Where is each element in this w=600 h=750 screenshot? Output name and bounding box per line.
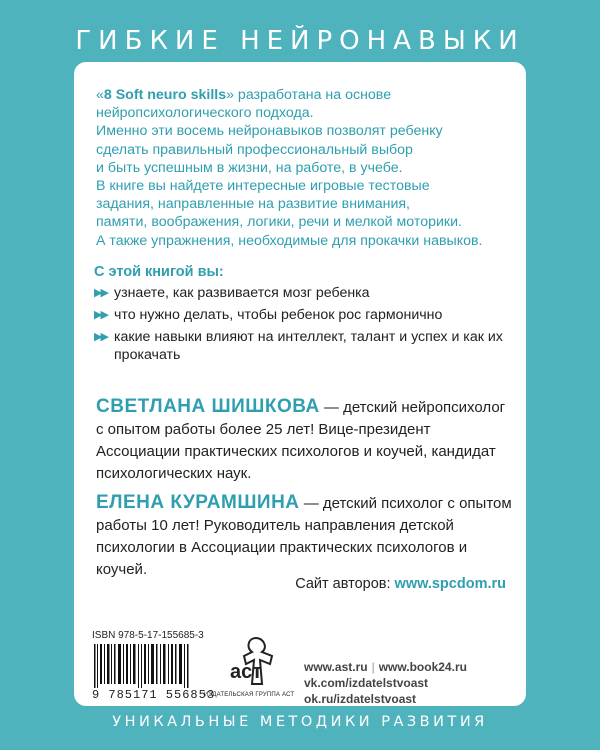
- barcode-number: 9 785171 556853: [92, 688, 216, 702]
- isbn: ISBN 978-5-17-155685-3: [92, 630, 204, 641]
- author-bio: — детский нейропсихолог с опытом работы более 25 лет! Вице-президент Ассоциации практических психологов и коучей, кандидат психологических наук.: [96, 399, 506, 482]
- intro-text: «8 Soft neuro skills» разработана на основе нейропсихологического подхода. Именно эти восемь нейронавыков позволят ребенку сделать правильный профессиональный выбор и быть успешным в жизни, на работе, в учебе. В книге вы найдете интересные игровые тестовые задания, направленные на развитие внимания, памяти, воображения, логики, речи и мелкой моторики. А также упражнения, необходимые для прокачки навыков.: [96, 87, 483, 249]
- publisher-links: www.ast.ru | www.book24.ru vk.com/izdatelstvoast ok.ru/izdatelstvoast: [304, 660, 467, 706]
- barcode: [92, 644, 192, 688]
- list-item: ▶▶ какие навыки влияют на интеллект, талант и успех и как их прокачать: [94, 329, 503, 363]
- author-name: СВЕТЛАНА ШИШКОВА: [96, 396, 320, 417]
- svg-text:аст: аст: [230, 661, 263, 683]
- double-arrow-icon: ▶▶: [94, 286, 107, 299]
- author-kuramshina: [96, 492, 516, 581]
- ast-logo: [226, 634, 286, 690]
- vk-link[interactable]: vk.com/izdatelstvoast: [304, 676, 429, 690]
- author-name: ЕЛЕНА КУРАМШИНА: [96, 492, 300, 513]
- author-bio: — детский психолог с опытом работы 10 лет! Руководитель направления детской психологии в Ассоциации практических психологов и коучей.: [96, 495, 512, 578]
- tagline: УНИКАЛЬНЫЕ МЕТОДИКИ РАЗВИТИЯ: [112, 714, 488, 730]
- features-heading: С этой книгой вы:: [94, 264, 224, 280]
- publisher-label: ИЗДАТЕЛЬСКАЯ ГРУППА АСТ: [204, 692, 295, 698]
- ast-link[interactable]: www.ast.ru: [304, 660, 368, 674]
- list-item: ▶▶ узнаете, как развивается мозг ребенка: [94, 285, 370, 301]
- site-link[interactable]: www.spcdom.ru: [394, 576, 506, 592]
- book24-link[interactable]: www.book24.ru: [378, 660, 467, 674]
- list-item: ▶▶ что нужно делать, чтобы ребенок рос гармонично: [94, 307, 443, 323]
- series-title: ГИБКИЕ НЕЙРОНАВЫКИ: [75, 26, 525, 56]
- ok-link[interactable]: ok.ru/izdatelstvoast: [304, 692, 417, 706]
- features-list: [94, 264, 514, 368]
- author-shishkova: [96, 396, 516, 485]
- content-panel: [74, 62, 526, 706]
- double-arrow-icon: ▶▶: [94, 308, 107, 321]
- authors-site: Сайт авторов: www.spcdom.ru: [295, 576, 506, 592]
- brand-name: 8 Soft neuro skills: [103, 87, 227, 103]
- double-arrow-icon: ▶▶: [94, 330, 107, 343]
